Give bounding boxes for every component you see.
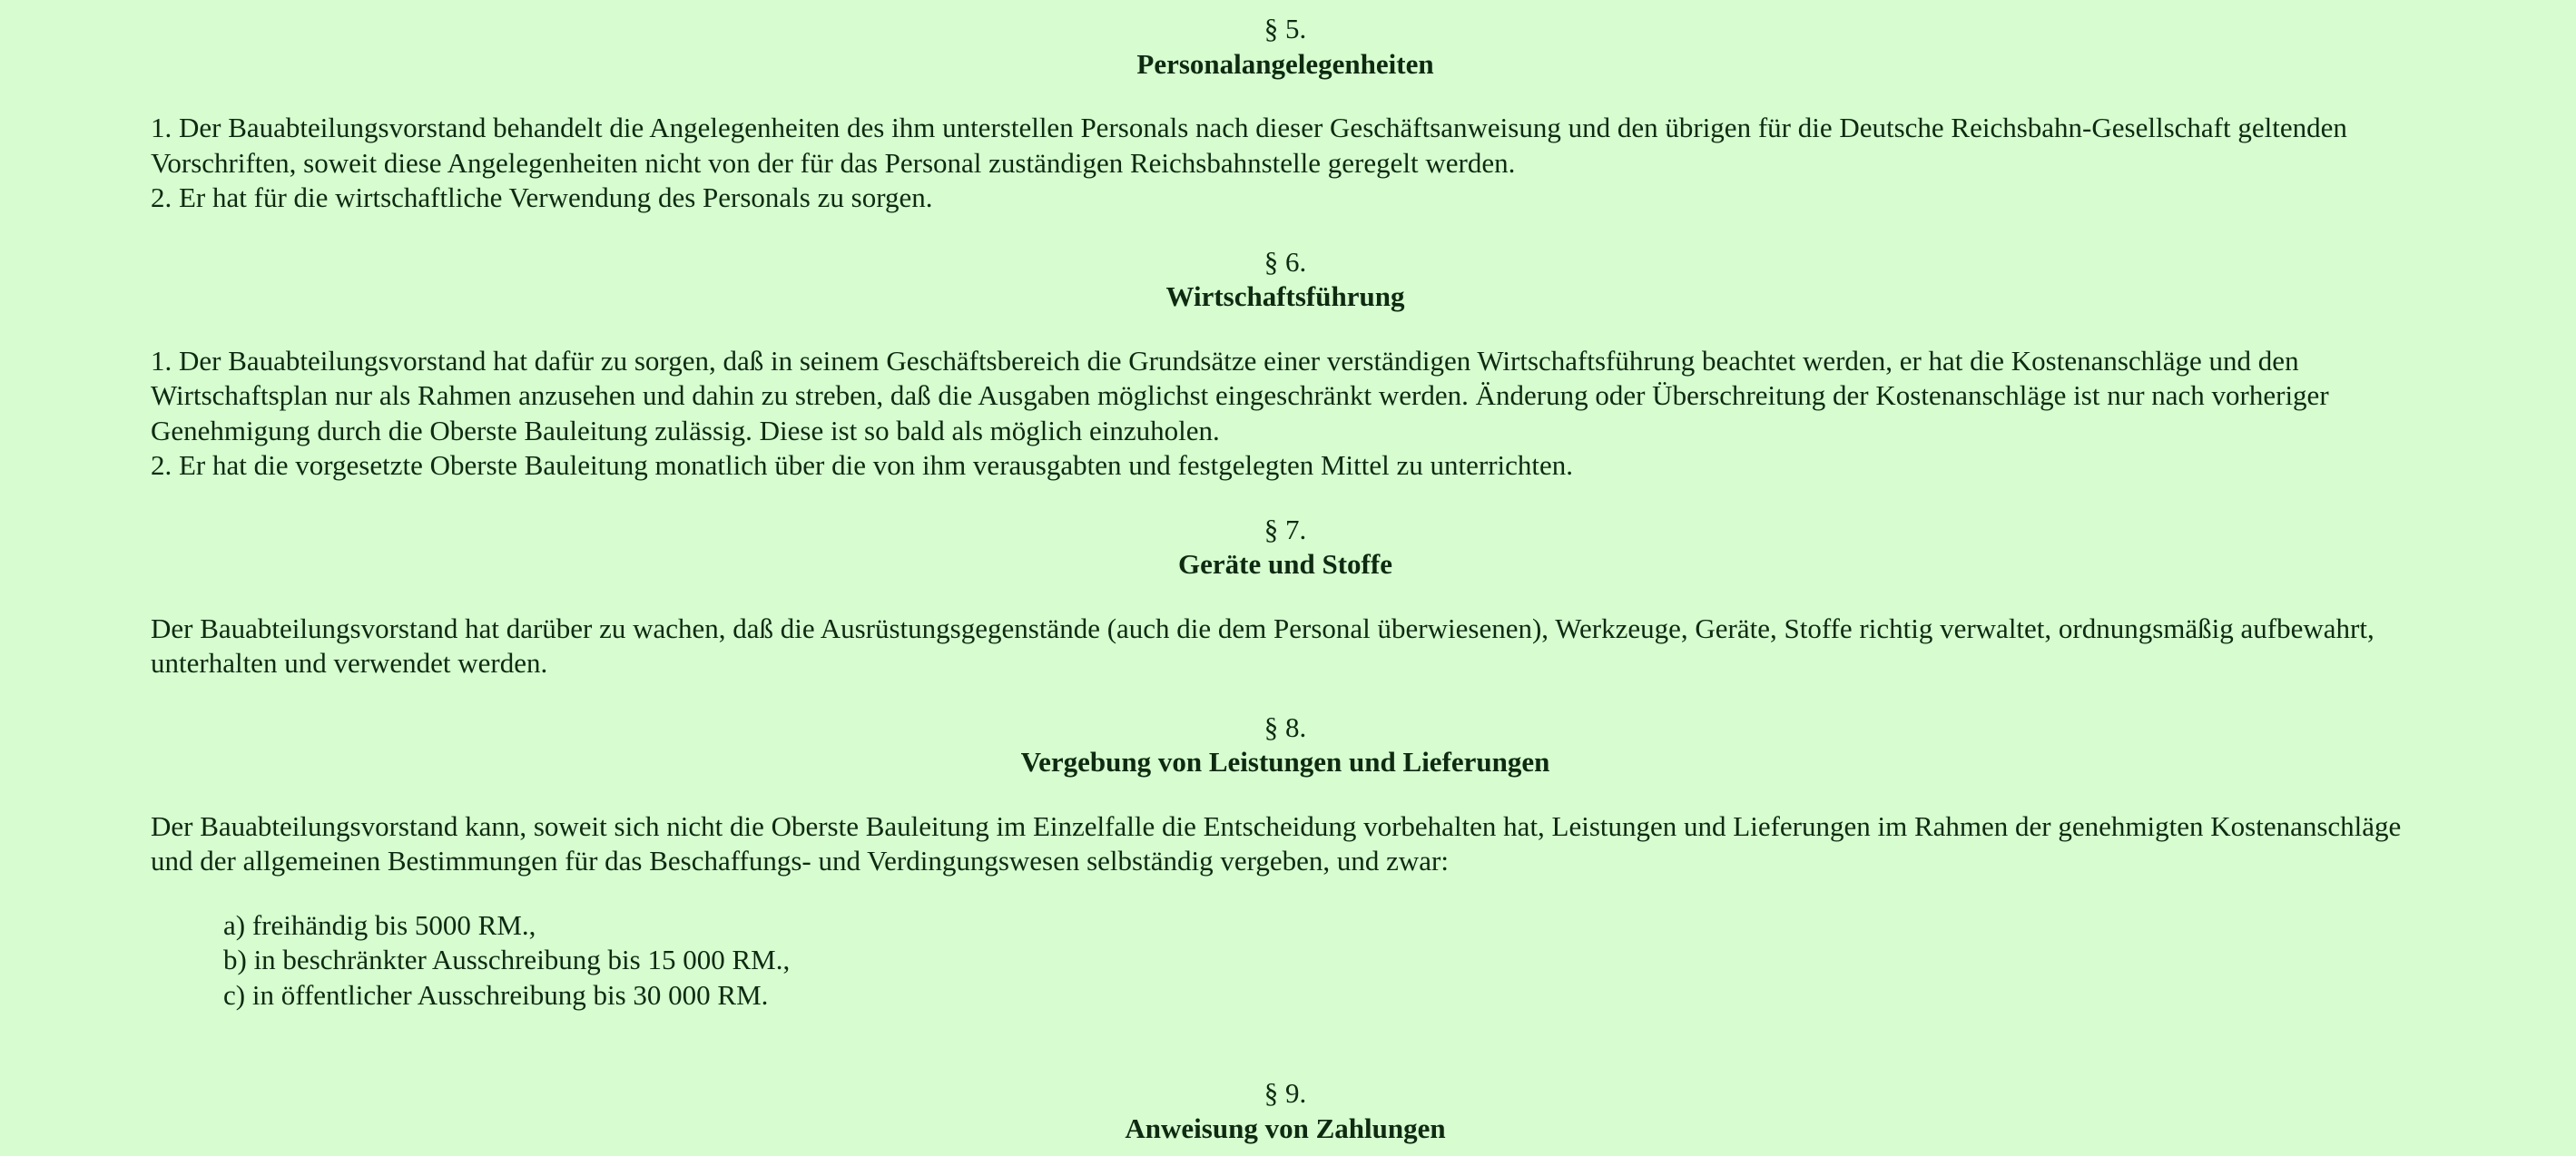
list-item: c) in öffentlicher Ausschreibung bis 30 000 RM. — [223, 978, 769, 1011]
section-number: § 8. — [1263, 710, 1307, 743]
section-title: Anweisung von Zahlungen — [1125, 1112, 1446, 1144]
section-9 — [151, 1076, 2420, 1146]
document-page — [151, 0, 2420, 1146]
paragraph: Der Bauabteilungsvorstand kann, soweit sich nicht die Oberste Bauleitung im Einzelfalle die Entscheidung vorbehalten hat, Leistungen und Lieferungen im Rahmen der genehmigten Kostenanschläge und der allgemeinen Bestimmungen für das Beschaffungs- und Verdingungswesen selbständig vergeben, und zwar: — [151, 809, 2402, 877]
list-item: a) freihändig bis 5000 RM., — [223, 908, 536, 941]
section-title: Vergebung von Leistungen und Lieferungen — [1020, 746, 1550, 778]
section-number: § 9. — [1263, 1077, 1307, 1109]
paragraph: 2. Er hat die vorgesetzte Oberste Bauleitung monatlich über die von ihm verausgabten und festgelegten Mittel zu unterrichten. — [151, 449, 1574, 481]
paragraph: Der Bauabteilungsvorstand hat darüber zu wachen, daß die Ausrüstungsgegenstände (auch die dem Personal überwiesenen), Werkzeuge, Geräte, Stoffe richtig verwaltet, ordnungsmäßig aufbewahrt, unterhalten und verwendet werden. — [151, 612, 2374, 679]
paragraph: 2. Er hat für die wirtschaftliche Verwendung des Personals zu sorgen. — [151, 181, 933, 213]
section-number: § 6. — [1263, 245, 1307, 278]
section-number: § 7. — [1263, 513, 1307, 545]
section-5 — [151, 12, 2420, 216]
section-8 — [151, 710, 2420, 1014]
paragraph: 1. Der Bauabteilungsvorstand hat dafür zu sorgen, daß in seinem Geschäftsbereich die Grundsätze einer verständigen Wirtschaftsführung beachtet werden, er hat die Kostenanschläge und den Wirtschaftsplan nur als Rahmen anzusehen und dahin zu streben, daß die Ausgaben möglichst eingeschränkt werden. Änderung oder Überschreitung der Kostenanschläge ist nur nach vorheriger Genehmigung durch die Oberste Bauleitung zulässig. Diese ist so bald als möglich einzuholen. — [151, 344, 2329, 446]
section-title: Geräte und Stoffe — [1178, 548, 1392, 580]
value-limits-list — [223, 908, 2420, 1014]
section-number: § 5. — [1263, 13, 1307, 44]
list-item: b) in beschränkter Ausschreibung bis 15 000 RM., — [223, 944, 791, 975]
section-6 — [151, 245, 2420, 484]
section-7 — [151, 513, 2420, 681]
paragraph: 1. Der Bauabteilungsvorstand behandelt die Angelegenheiten des ihm unterstellen Personals nach dieser Geschäftsanweisung und den übrigen für die Deutsche Reichsbahn-Gesellschaft geltenden Vorschriften, soweit diese Angelegenheiten nicht von der für das Personal zuständigen Reichsbahnstelle geregelt werden. — [151, 112, 2347, 179]
section-title: Wirtschaftsführung — [1165, 280, 1405, 312]
section-title: Personalangelegenheiten — [1136, 47, 1434, 80]
